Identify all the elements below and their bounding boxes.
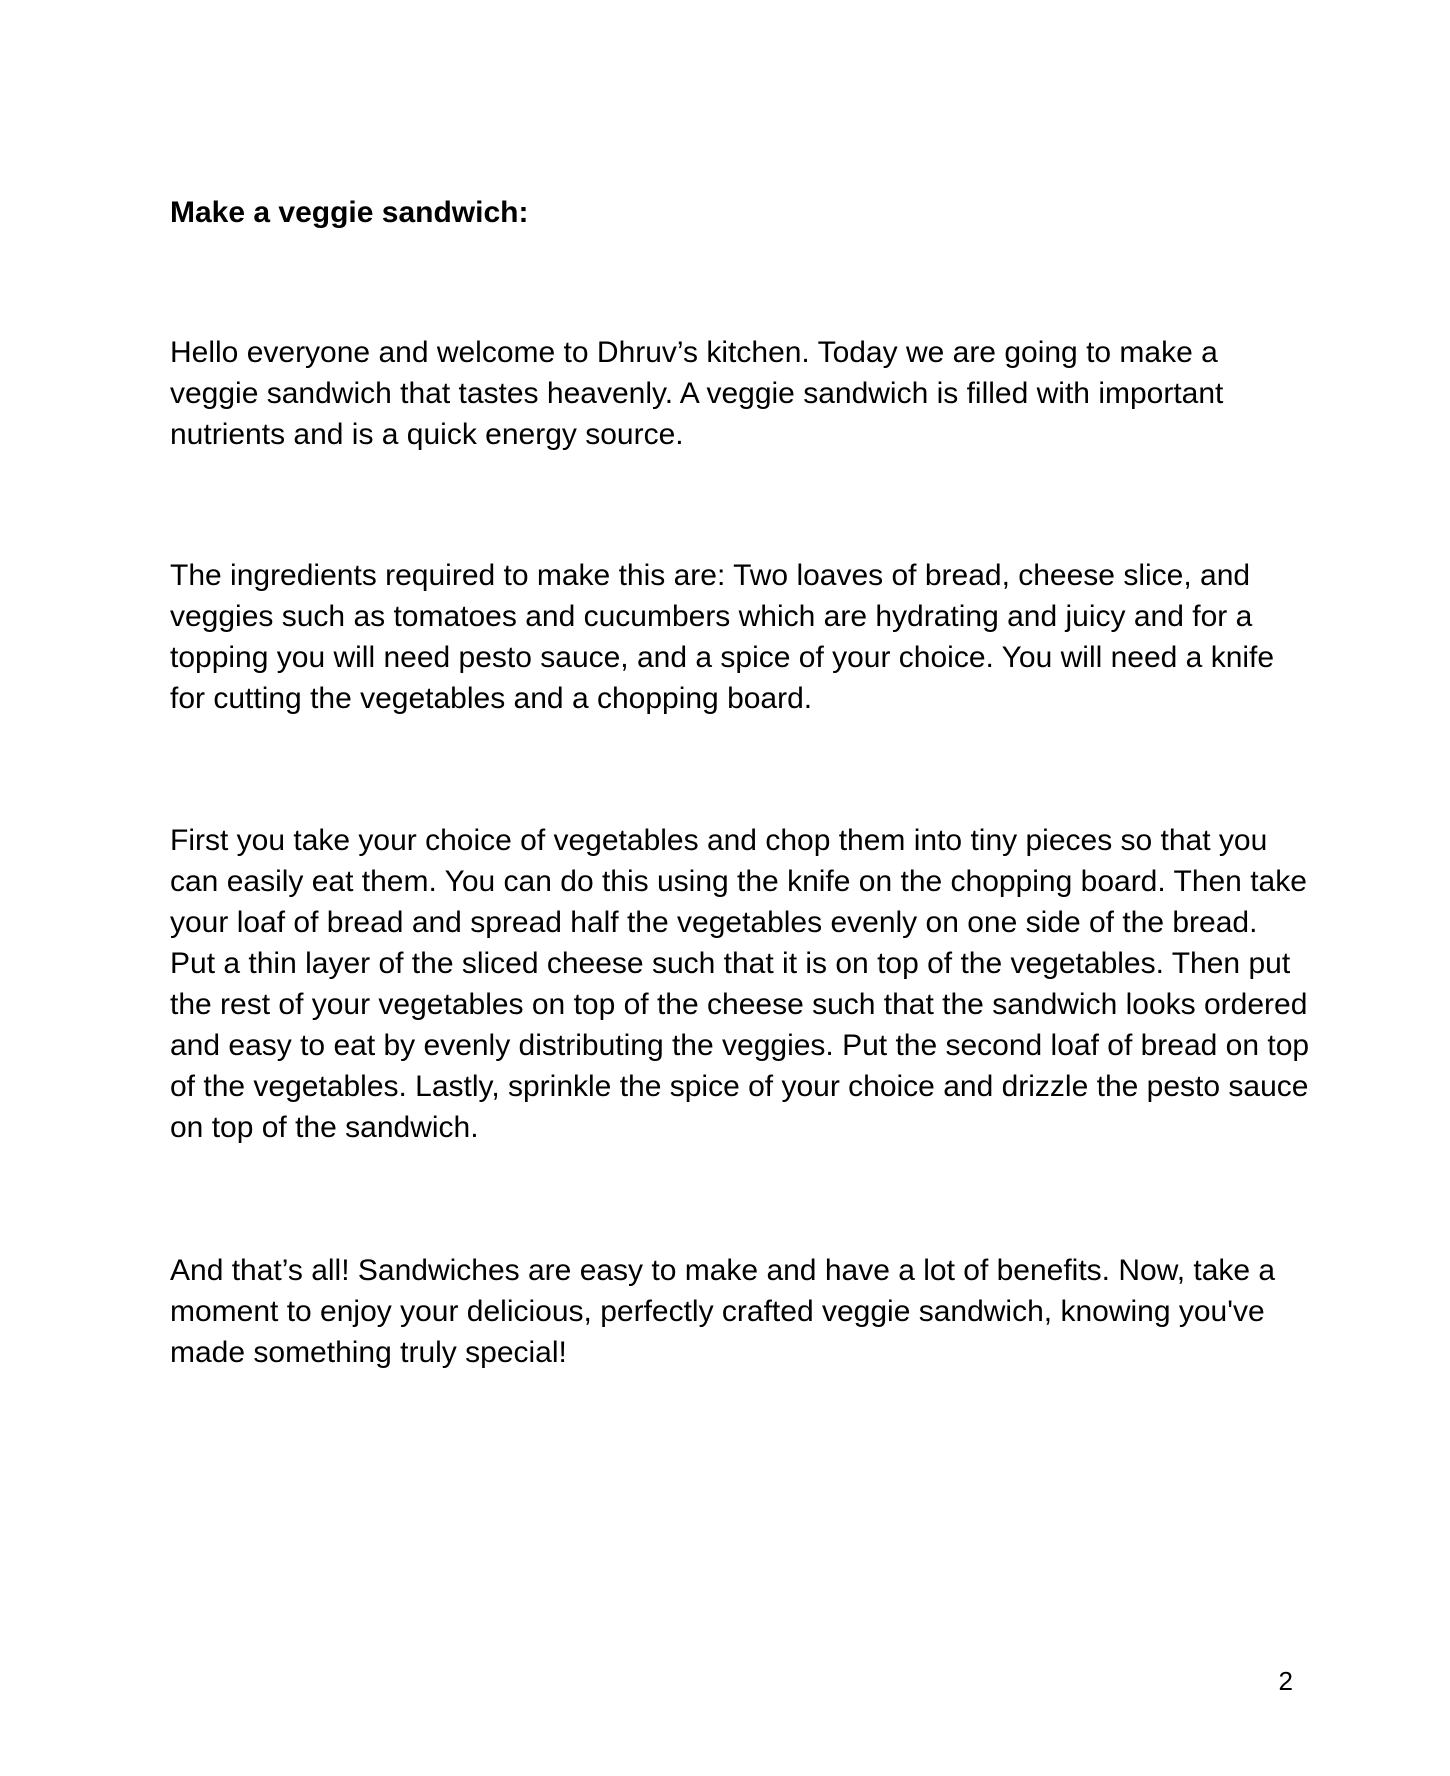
page-number: 2 bbox=[1278, 1666, 1293, 1696]
paragraph-intro: Hello everyone and welcome to Dhruv’s kitchen. Today we are going to make a veggie sandwich that tastes heavenly. A veggie sandwich is filled with important nutrients and is a quick energy source. bbox=[170, 336, 1224, 451]
paragraph-steps: First you take your choice of vegetables and chop them into tiny pieces so that you can easily eat them. You can do this using the knife on the chopping board. Then take your loaf of bread and spread half the vegetables evenly on one side of the bread. Put a thin layer of the sliced cheese such that it is on top of the vegetables. Then put the rest of your vegetables on top of the cheese such that the sandwich looks ordered and easy to eat by evenly distributing the veggies. Put the second loaf of bread on top of the vegetables. Lastly, sprinkle the spice of your choice and drizzle the pesto sauce on top of the sandwich. bbox=[170, 824, 1310, 1144]
paragraph-conclusion: And that’s all! Sandwiches are easy to make and have a lot of benefits. Now, take a moment to enjoy your delicious, perfectly crafted veggie sandwich, knowing you've made something truly special! bbox=[170, 1254, 1276, 1369]
paragraph-ingredients: The ingredients required to make this are: Two loaves of bread, cheese slice, and veggies such as tomatoes and cucumbers which are hydrating and juicy and for a topping you will need pesto sauce, and a spice of your choice. You will need a knife for cutting the vegetables and a chopping board. bbox=[170, 559, 1275, 715]
document-title: Make a veggie sandwich: bbox=[170, 196, 529, 229]
